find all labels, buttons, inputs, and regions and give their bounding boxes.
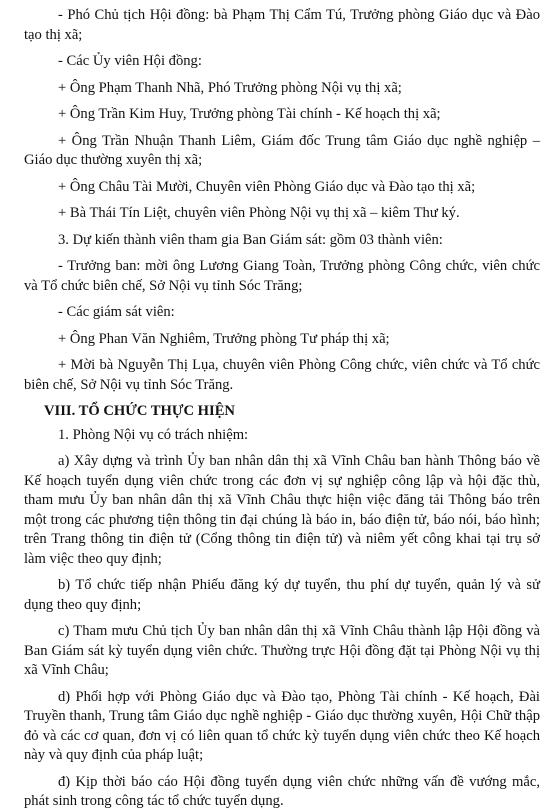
supervisors-heading: - Các giám sát viên: [58, 304, 175, 320]
responsibility-heading: 1. Phòng Nội vụ có trách nhiệm: [58, 426, 249, 443]
section-heading: VIII. TỔ CHỨC THỰC HIỆN [44, 403, 235, 419]
council-member-item: + Bà Thái Tín Liệt, chuyên viên Phòng Nội vụ thị xã – kiêm Thư ký. [58, 205, 460, 221]
task-item-dd: đ) Kịp thời báo cáo Hội đồng tuyển dụng viên chức những vấn đề vướng mắc, phát sinh trong công tác tổ chức tuyển dụng. [24, 773, 540, 809]
supervisor-item: + Ông Phan Văn Nghiêm, Trưởng phòng Tư pháp thị xã; [58, 330, 390, 347]
task-item-a: a) Xây dựng và trình Ủy ban nhân dân thị xã Vĩnh Châu ban hành Thông báo về Kế hoạch tuyển dụng viên chức trong các đơn vị sự nghiệp công lập và hội đặc thù, tham mưu Ủy ban nhân dân thị xã Vĩnh Châu thực hiện việc đăng tải Thông báo trên một trong các phương tiện thông tin đại chúng là báo in, báo điện tử, báo nói, báo hình; trên Trang thông tin điện tử (Cổng thông tin điện tử) và niêm yết công khai tại trụ sở làm việc theo quy định; [24, 453, 540, 567]
supervision-board-heading: 3. Dự kiến thành viên tham gia Ban Giám sát: gồm 03 thành viên: [58, 231, 443, 248]
council-member-item: + Ông Trần Nhuận Thanh Liêm, Giám đốc Trung tâm Giáo dục nghề nghiệp – Giáo dục thường xuyên thị xã; [24, 132, 540, 168]
council-member-item: + Ông Phạm Thanh Nhã, Phó Trưởng phòng Nội vụ thị xã; [58, 79, 402, 96]
supervision-head-line: - Trưởng ban: mời ông Lương Giang Toàn, Trưởng phòng Công chức, viên chức và Tổ chức biên chế, Sở Nội vụ tỉnh Sóc Trăng; [24, 258, 540, 294]
task-item-d: d) Phối hợp với Phòng Giáo dục và Đào tạo, Phòng Tài chính - Kế hoạch, Đài Truyền thanh, Trung tâm Giáo dục nghề nghiệp - Giáo dục thường xuyên, Hội Chữ thập đỏ và các cơ quan, đơn vị có liên quan tổ chức kỳ tuyển dụng viên chức theo Kế hoạch này và quy định của pháp luật; [24, 688, 540, 763]
task-item-c: c) Tham mưu Chủ tịch Ủy ban nhân dân thị xã Vĩnh Châu thành lập Hội đồng và Ban Giám sát kỳ tuyển dụng viên chức. Thường trực Hội đồng đặt tại Phòng Nội vụ thị xã Vĩnh Châu; [24, 623, 540, 678]
council-member-item: + Ông Châu Tài Mười, Chuyên viên Phòng Giáo dục và Đào tạo thị xã; [58, 178, 476, 195]
vice-chair-line: - Phó Chủ tịch Hội đồng: bà Phạm Thị Cẩm Tú, Trưởng phòng Giáo dục và Đào tạo thị xã; [24, 7, 540, 43]
task-item-b: b) Tổ chức tiếp nhận Phiếu đăng ký dự tuyển, thu phí dự tuyển, quản lý và sử dụng theo quy định; [24, 577, 540, 613]
council-members-heading: - Các Ủy viên Hội đồng: [58, 53, 202, 69]
supervisor-item: + Mời bà Nguyễn Thị Lụa, chuyên viên Phòng Công chức, viên chức và Tổ chức biên chế, Sở Nội vụ tỉnh Sóc Trăng. [24, 357, 540, 393]
council-member-item: + Ông Trần Kim Huy, Trưởng phòng Tài chính - Kế hoạch thị xã; [58, 106, 441, 122]
